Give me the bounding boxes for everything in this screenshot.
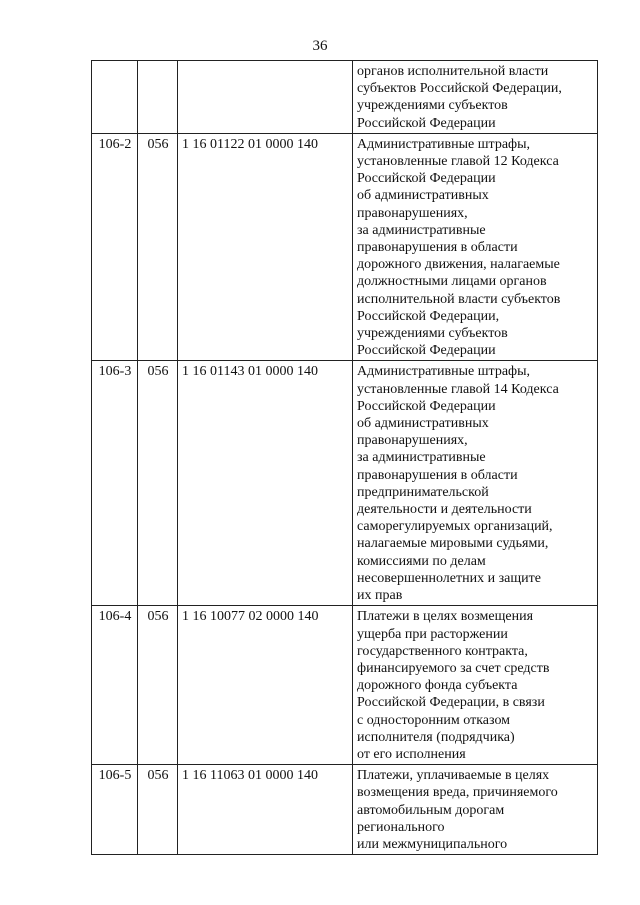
description-cell: Административные штрафы, установленные главой 14 Кодекса Российской Федерации об административных правонарушениях, за административные правонарушения в области предпринимательской деятельности и деятельности саморегулируемых организаций, налагаемые мировыми судьями, комиссиями по делам несовершеннолетних и защите их прав — [353, 361, 598, 606]
budget-code-cell: 1 16 11063 01 0000 140 — [178, 765, 353, 855]
description-cell: Административные штрафы, установленные главой 12 Кодекса Российской Федерации об административных правонарушениях, за административные правонарушения в области дорожного движения, налагаемые должностными лицами органов исполнительной власти субъектов Российской Федерации, учреждениями субъектов Российской Федерации — [353, 133, 598, 361]
description-cell: Платежи в целях возмещения ущерба при расторжении государственного контракта, финансируемого за счет средств дорожного фонда субъекта Российской Федерации, в связи с односторонним отказом исполнителя (подрядчика) от его исполнения — [353, 606, 598, 765]
budget-code-cell — [178, 61, 353, 134]
budget-codes-table — [91, 60, 598, 855]
row-number-cell: 106-5 — [92, 765, 138, 855]
admin-code-cell: 056 — [138, 361, 178, 606]
table-row — [92, 61, 598, 134]
budget-code-cell: 1 16 10077 02 0000 140 — [178, 606, 353, 765]
admin-code-cell — [138, 61, 178, 134]
row-number-cell: 106-2 — [92, 133, 138, 361]
page-number: 36 — [312, 38, 328, 54]
admin-code-cell: 056 — [138, 765, 178, 855]
row-number-cell — [92, 61, 138, 134]
table-row — [92, 133, 598, 361]
admin-code-cell: 056 — [138, 606, 178, 765]
table-row — [92, 361, 598, 606]
admin-code-cell: 056 — [138, 133, 178, 361]
description-cell: Платежи, уплачиваемые в целях возмещения вреда, причиняемого автомобильным дорогам регионального или межмуниципального — [353, 765, 598, 855]
row-number-cell: 106-3 — [92, 361, 138, 606]
description-cell: органов исполнительной власти субъектов Российской Федерации, учреждениями субъектов Российской Федерации — [353, 61, 598, 134]
row-number-cell: 106-4 — [92, 606, 138, 765]
budget-code-cell: 1 16 01122 01 0000 140 — [178, 133, 353, 361]
budget-code-cell: 1 16 01143 01 0000 140 — [178, 361, 353, 606]
table-row — [92, 765, 598, 855]
table-row — [92, 606, 598, 765]
